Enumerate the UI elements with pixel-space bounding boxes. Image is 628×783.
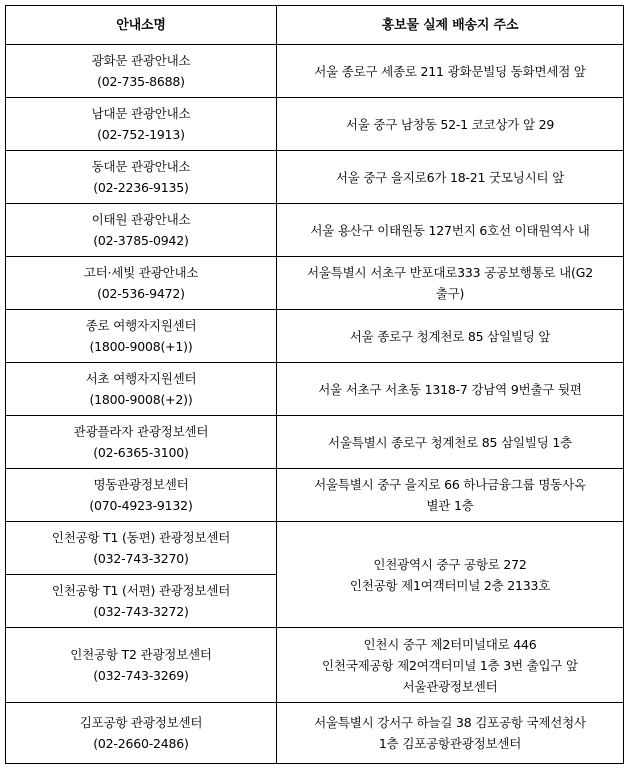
address-cell: [277, 151, 624, 204]
office-cell: [6, 257, 277, 310]
office-name: 인천공항 T1 (서편) 관광정보센터: [51, 583, 231, 598]
table-row: [6, 628, 624, 703]
office-phone: (032-743-3272): [93, 604, 189, 619]
address-line: 서울 종로구 청계천로 85 삼일빌딩 앞: [349, 328, 551, 344]
office-name: 남대문 관광안내소: [91, 106, 191, 121]
office-cell: [6, 310, 277, 363]
address-line: 서울특별시 종로구 청계천로 85 삼일빌딩 1층: [327, 434, 572, 450]
tourist-info-table: [5, 5, 624, 764]
office-cell: [6, 703, 277, 764]
address-line: 서울특별시 서초구 반포대로333 공공보행통로 내(G2: [307, 265, 593, 280]
office-name: 명동관광정보센터: [93, 477, 189, 492]
office-cell: [6, 204, 277, 257]
address-cell: [277, 416, 624, 469]
office-cell: [6, 628, 277, 703]
office-phone: (032-743-3269): [93, 668, 189, 683]
office-cell: [6, 522, 277, 575]
address-line: 서울특별시 강서구 하늘길 38 김포공항 국제선청사: [314, 715, 586, 730]
office-phone: (02-2236-9135): [93, 180, 189, 195]
address-line: 인천국제공항 제2여객터미널 1층 3번 출입구 앞: [322, 657, 578, 673]
table-row: [6, 204, 624, 257]
office-phone: (032-743-3270): [93, 551, 189, 566]
office-name: 인천공항 T2 관광정보센터: [70, 647, 212, 662]
office-cell: [6, 416, 277, 469]
table-row: [6, 469, 624, 522]
table-row: [6, 363, 624, 416]
address-cell: [277, 469, 624, 522]
address-line: 서울특별시 중구 을지로 66 하나금융그룹 명동사옥: [314, 477, 586, 492]
address-cell: [277, 98, 624, 151]
address-cell: [277, 45, 624, 98]
office-phone: (02-752-1913): [97, 127, 185, 142]
office-name: 관광플라자 관광정보센터: [73, 424, 209, 439]
address-line: 서울 용산구 이태원동 127번지 6호선 이태원역사 내: [310, 222, 590, 238]
office-cell: [6, 363, 277, 416]
office-phone: (1800-9008(+1)): [89, 339, 193, 354]
office-name: 서초 여행자지원센터: [85, 371, 197, 386]
table-row: [6, 703, 624, 764]
table-row: [6, 98, 624, 151]
office-phone: (02-536-9472): [97, 286, 185, 301]
office-name: 광화문 관광안내소: [91, 53, 191, 68]
office-phone: (02-735-8688): [97, 74, 185, 89]
address-cell: [277, 628, 624, 703]
office-phone: (1800-9008(+2)): [89, 392, 193, 407]
header-office-name: 안내소명: [6, 6, 277, 45]
address-line: 별관 1층: [426, 498, 474, 513]
address-line: 인천공항 제1여객터미널 2층 2133호: [349, 577, 551, 593]
address-line: 인천광역시 중구 공항로 272: [373, 556, 527, 572]
address-line: 서울 중구 남창동 52-1 코코상가 앞 29: [345, 116, 555, 132]
table-row: [6, 45, 624, 98]
office-cell: [6, 98, 277, 151]
table-row: [6, 151, 624, 204]
address-line: 서울 종로구 세종로 211 광화문빌딩 동화면세점 앞: [314, 63, 586, 79]
office-cell: [6, 469, 277, 522]
address-line: 서울 중구 을지로6가 18-21 굿모닝시티 앞: [335, 169, 565, 185]
office-phone: (02-2660-2486): [93, 736, 189, 751]
office-phone: (02-6365-3100): [93, 445, 189, 460]
address-line: 서울관광정보센터: [402, 678, 498, 694]
address-cell: [277, 363, 624, 416]
office-name: 김포공항 관광정보센터: [79, 715, 203, 730]
office-name: 이태원 관광안내소: [91, 212, 191, 227]
address-cell: [277, 703, 624, 764]
office-phone: (070-4923-9132): [89, 498, 193, 513]
address-line: 출구): [435, 286, 465, 301]
header-delivery-address: 홍보물 실제 배송지 주소: [277, 6, 624, 45]
address-cell: [277, 310, 624, 363]
office-cell: [6, 45, 277, 98]
office-cell: [6, 575, 277, 628]
table-row: [6, 522, 624, 575]
office-name: 고터·세빛 관광안내소: [83, 265, 199, 280]
table-row: [6, 310, 624, 363]
table-row: [6, 257, 624, 310]
office-cell: [6, 151, 277, 204]
address-line: 서울 서초구 서초동 1318-7 강남역 9번출구 뒷편: [318, 381, 582, 397]
header-row: [6, 6, 624, 45]
office-name: 인천공항 T1 (동편) 관광정보센터: [51, 530, 231, 545]
table-row: [6, 416, 624, 469]
office-name: 동대문 관광안내소: [91, 159, 191, 174]
office-name: 종로 여행자지원센터: [85, 318, 197, 333]
address-line: 1층 김포공항관광정보센터: [378, 736, 522, 751]
address-cell: [277, 257, 624, 310]
address-cell-incheon-t1: [277, 522, 624, 628]
address-cell: [277, 204, 624, 257]
address-line: 인천시 중구 제2터미널대로 446: [363, 636, 537, 652]
office-phone: (02-3785-0942): [93, 233, 189, 248]
